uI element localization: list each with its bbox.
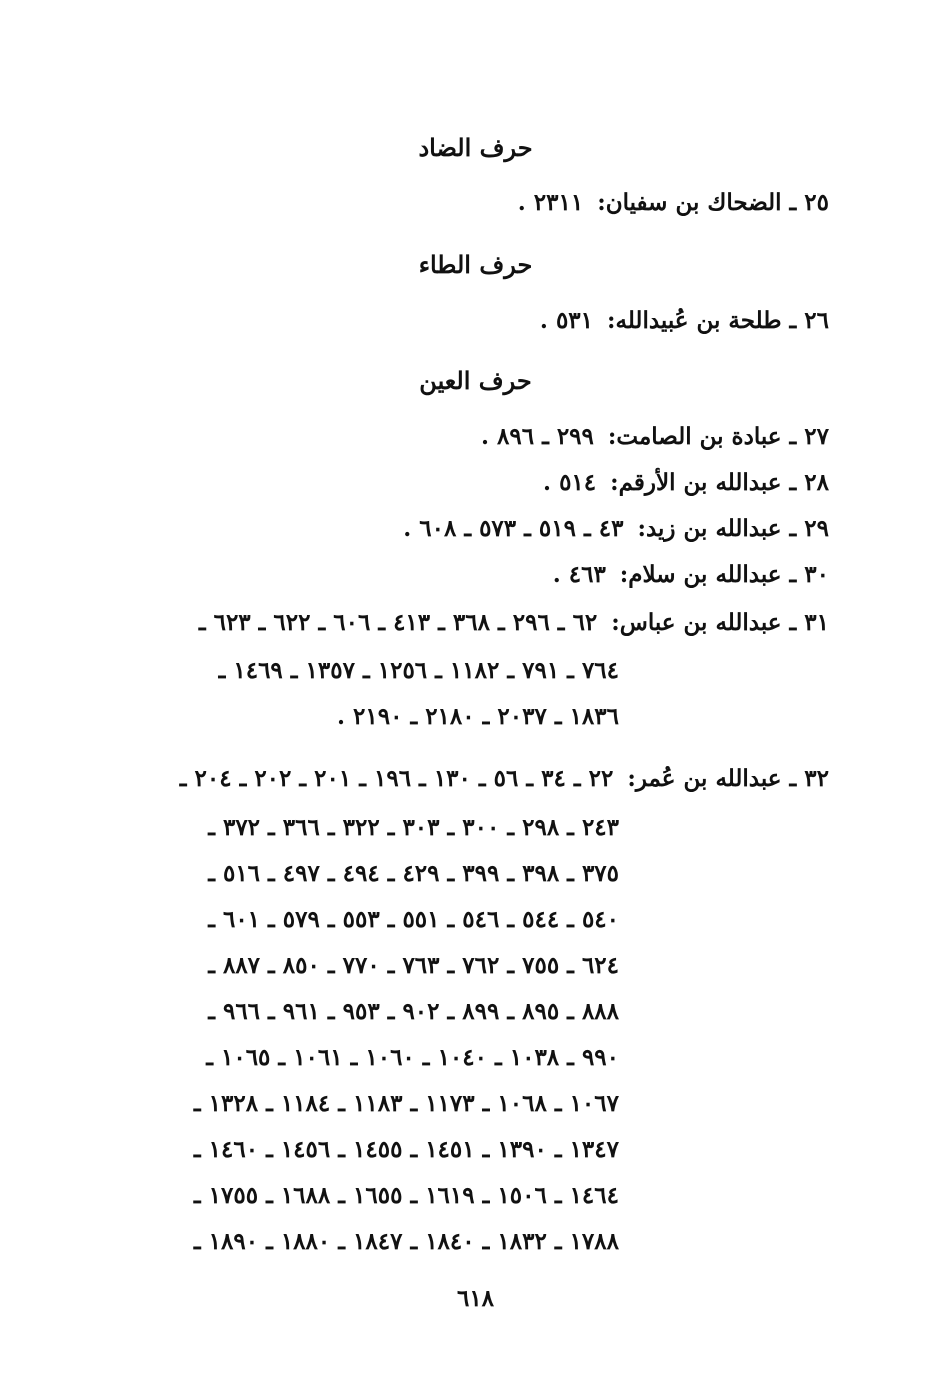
entry-name: ـ عبدالله بن عباس:: [611, 609, 797, 636]
entry-number: ٢٨: [804, 469, 829, 496]
entry-32-continuation-line: ٥٤٠ ـ ٥٤٤ ـ ٥٤٦ ـ ٥٥١ ـ ٥٥٣ ـ ٥٧٩ ـ ٦٠١ ـ: [208, 906, 619, 933]
entry-number: ٣١: [804, 609, 829, 636]
entry-number: ٣٠: [804, 561, 829, 588]
section-heading-dad: حرف الضاد: [418, 133, 533, 162]
index-entry-30: [553, 560, 829, 590]
entry-32-continuation-line: ١٧٨٨ ـ ١٨٣٢ ـ ١٨٤٠ ـ ١٨٤٧ ـ ١٨٨٠ ـ ١٨٩٠ ـ: [193, 1228, 619, 1255]
entry-refs: ٢٣١١ .: [517, 189, 584, 216]
entry-number: ٢٥: [804, 189, 829, 216]
index-entry-32: [180, 764, 829, 794]
entry-name: ـ طلحة بن عُبيدالله:: [607, 307, 797, 334]
entry-number: ٢٩: [804, 515, 829, 542]
entry-name: ـ عبدالله بن الأرقم:: [610, 469, 797, 496]
entry-32-continuation-line: ٦٢٤ ـ ٧٥٥ ـ ٧٦٢ ـ ٧٦٣ ـ ٧٧٠ ـ ٨٥٠ ـ ٨٨٧ ـ: [208, 952, 619, 979]
entry-32-continuation-line: ١٠٦٧ ـ ١٠٦٨ ـ ١١٧٣ ـ ١١٨٣ ـ ١١٨٤ ـ ١٣٢٨ ـ: [193, 1090, 619, 1117]
entry-name: ـ عبدالله بن عُمر:: [627, 765, 797, 792]
entry-number: ٣٢: [804, 765, 829, 792]
section-heading-ain: حرف العين: [419, 366, 532, 395]
entry-32-continuation-line: ٣٧٥ ـ ٣٩٨ ـ ٣٩٩ ـ ٤٢٩ ـ ٤٩٤ ـ ٤٩٧ ـ ٥١٦ ـ: [208, 860, 619, 887]
entry-refs: ٤٦٣ .: [552, 561, 606, 588]
entry-refs: ٢٩٩ ـ ٨٩٦ .: [480, 423, 594, 450]
entry-refs: ٦٢ ـ ٢٩٦ ـ ٣٦٨ ـ ٤١٣ ـ ٦٠٦ ـ ٦٢٢ ـ ٦٢٣ ـ: [198, 609, 598, 636]
entry-name: ـ عبدالله بن زيد:: [637, 515, 797, 542]
index-entry-31: [199, 608, 829, 638]
page-number: ٦١٨: [456, 1285, 495, 1312]
entry-32-continuation-line: ١٤٦٤ ـ ١٥٠٦ ـ ١٦١٩ ـ ١٦٥٥ ـ ١٦٨٨ ـ ١٧٥٥ ـ: [193, 1182, 619, 1209]
entry-31-continuation-line: ١٨٣٦ ـ ٢٠٣٧ ـ ٢١٨٠ ـ ٢١٩٠ .: [337, 703, 619, 730]
section-heading-ta: حرف الطاء: [418, 250, 533, 279]
index-entry-26: [540, 306, 829, 336]
entry-name: ـ الضحاك بن سفيان:: [597, 189, 797, 216]
entry-32-continuation-line: ٨٨٨ ـ ٨٩٥ ـ ٨٩٩ ـ ٩٠٢ ـ ٩٥٣ ـ ٩٦١ ـ ٩٦٦ ـ: [208, 998, 619, 1025]
entry-refs: ٥١٤ .: [543, 469, 597, 496]
entry-name: ـ عبدالله بن سلام:: [619, 561, 797, 588]
index-entry-28: [543, 468, 829, 498]
index-entry-29: [403, 514, 829, 544]
index-entry-25: [518, 188, 829, 218]
entry-32-continuation-line: ٢٤٣ ـ ٢٩٨ ـ ٣٠٠ ـ ٣٠٣ ـ ٣٢٢ ـ ٣٦٦ ـ ٣٧٢ ـ: [208, 814, 619, 841]
entry-number: ٢٦: [804, 307, 829, 334]
entry-refs: ٤٣ ـ ٥١٩ ـ ٥٧٣ ـ ٦٠٨ .: [403, 515, 624, 542]
entry-refs: ٢٢ ـ ٣٤ ـ ٥٦ ـ ١٣٠ ـ ١٩٦ ـ ٢٠١ ـ ٢٠٢ ـ ٢٠٤ ـ: [179, 765, 614, 792]
index-entry-27: [481, 422, 829, 452]
entry-32-continuation-line: ١٣٤٧ ـ ١٣٩٠ ـ ١٤٥١ ـ ١٤٥٥ ـ ١٤٥٦ ـ ١٤٦٠ ـ: [193, 1136, 619, 1163]
entry-31-continuation-line: ٧٦٤ ـ ٧٩١ ـ ١١٨٢ ـ ١٢٥٦ ـ ١٣٥٧ ـ ١٤٦٩ ـ: [218, 657, 619, 684]
entry-32-continuation-line: ٩٩٠ ـ ١٠٣٨ ـ ١٠٤٠ ـ ١٠٦٠ ـ ١٠٦١ ـ ١٠٦٥ ـ: [206, 1044, 619, 1071]
entry-name: ـ عبادة بن الصامت:: [607, 423, 797, 450]
entry-refs: ٥٣١ .: [539, 307, 593, 334]
entry-number: ٢٧: [804, 423, 829, 450]
